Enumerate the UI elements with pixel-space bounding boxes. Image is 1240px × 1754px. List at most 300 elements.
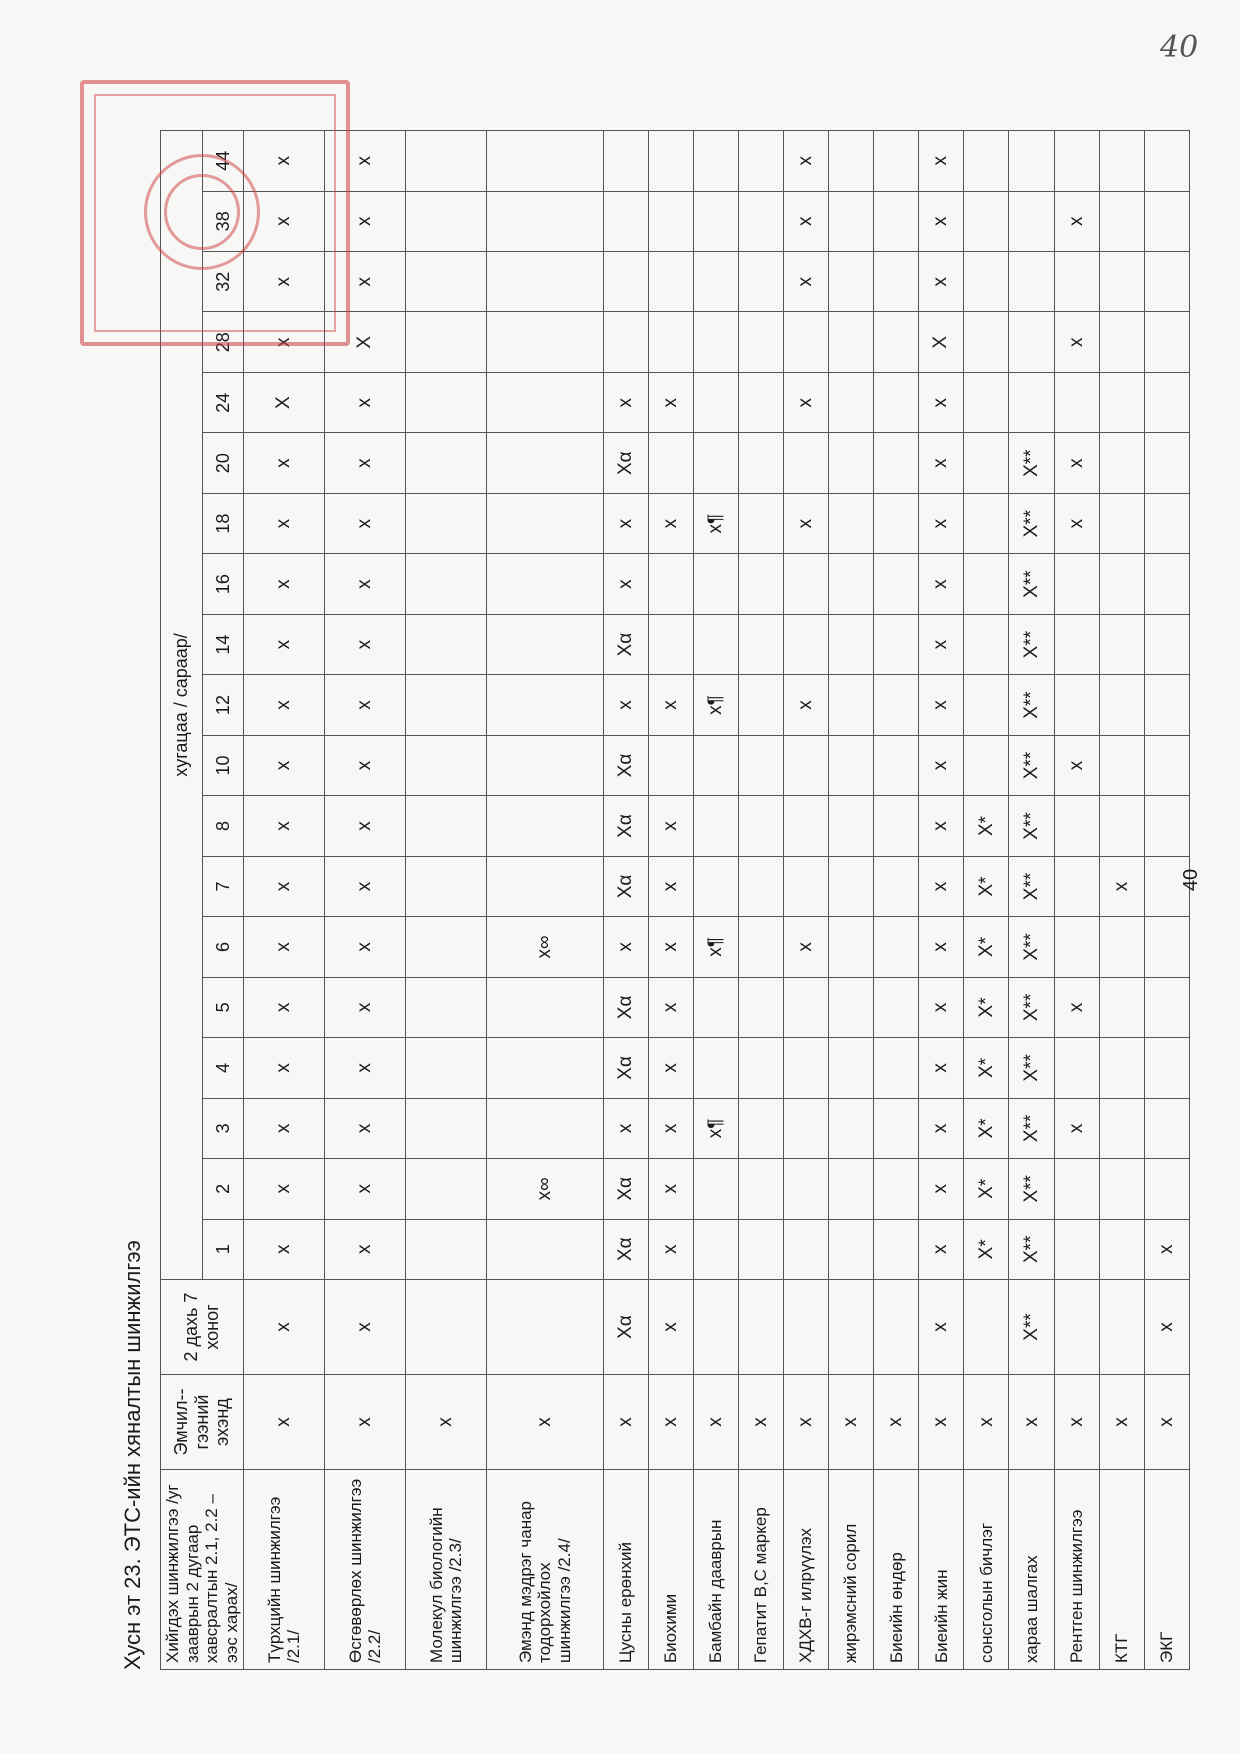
table-cell: x [648, 1219, 693, 1279]
table-cell [648, 191, 693, 251]
table-cell [829, 372, 874, 432]
table-cell [1009, 131, 1054, 192]
header-month: 18 [202, 493, 244, 553]
header-month: 20 [202, 433, 244, 493]
table-cell: x [1054, 1098, 1099, 1158]
table-cell: x [325, 1159, 406, 1219]
table-cell: x [694, 1375, 739, 1470]
table-cell: x [919, 796, 964, 856]
table-cell [784, 735, 829, 795]
table-cell: x [244, 735, 325, 795]
table-cell [1099, 131, 1144, 192]
table-cell [1099, 1098, 1144, 1158]
table-cell [406, 614, 487, 674]
table-cell [784, 614, 829, 674]
table-cell: X* [964, 917, 1009, 977]
header-month: 4 [202, 1038, 244, 1098]
table-row [244, 131, 325, 1670]
table-cell [829, 1280, 874, 1375]
table-cell: Xα [603, 614, 648, 674]
table-cell [874, 1280, 919, 1375]
header-month: 5 [202, 977, 244, 1037]
header-months-label: хугацаа / сараар/ [161, 131, 203, 1280]
table-cell: x [964, 1375, 1009, 1470]
table-cell [874, 131, 919, 192]
table-cell [1099, 675, 1144, 735]
row-label: хараа шалгах [1009, 1470, 1054, 1670]
table-cell: x [244, 1219, 325, 1279]
table-cell [406, 856, 487, 916]
table-cell [964, 493, 1009, 553]
table-cell: X [919, 312, 964, 372]
table-cell: x [648, 1280, 693, 1375]
row-label: ЭКГ [1144, 1470, 1189, 1670]
table-cell [1099, 252, 1144, 312]
table-cell [1009, 191, 1054, 251]
table-cell: x [648, 856, 693, 916]
table-cell [784, 1219, 829, 1279]
table-cell [829, 856, 874, 916]
table-cell [648, 131, 693, 192]
table-cell: X** [1009, 614, 1054, 674]
table-cell [694, 252, 739, 312]
table-cell [487, 735, 604, 795]
table-cell: x [244, 131, 325, 192]
table-cell [829, 675, 874, 735]
table-cell: x [1054, 1375, 1099, 1470]
table-cell: x [919, 735, 964, 795]
row-label: Биеийн өндөр [874, 1470, 919, 1670]
table-cell: X** [1009, 977, 1054, 1037]
table-cell: X* [964, 1098, 1009, 1158]
table-cell [739, 796, 784, 856]
table-cell: x [648, 493, 693, 553]
table-cell [406, 372, 487, 432]
table-cell: x [325, 433, 406, 493]
table-cell: x [244, 312, 325, 372]
table-cell [739, 312, 784, 372]
table-cell: X** [1009, 1098, 1054, 1158]
header-month: 12 [202, 675, 244, 735]
row-label: Өсгөвөрлөх шинжилгээ /2.2/ [325, 1470, 406, 1670]
table-cell: x [325, 1280, 406, 1375]
table-cell [784, 1280, 829, 1375]
table-cell [406, 1159, 487, 1219]
table-cell [874, 977, 919, 1037]
table-cell: x [1054, 191, 1099, 251]
table-cell [784, 433, 829, 493]
table-cell [487, 1280, 604, 1375]
row-label: сонсголын бичлэг [964, 1470, 1009, 1670]
table-cell: x [325, 372, 406, 432]
table-cell [739, 493, 784, 553]
table-cell [1099, 312, 1144, 372]
table-cell [874, 433, 919, 493]
table-row [1099, 131, 1144, 1670]
table-cell: x [648, 372, 693, 432]
table-cell: x [325, 977, 406, 1037]
header-month: 32 [202, 252, 244, 312]
table-cell [739, 1098, 784, 1158]
table-cell: x [244, 856, 325, 916]
table-cell: Xα [603, 735, 648, 795]
table-cell: x [784, 372, 829, 432]
table-cell [487, 856, 604, 916]
table-cell [829, 1038, 874, 1098]
table-cell: X** [1009, 1038, 1054, 1098]
table-cell [603, 191, 648, 251]
table-cell: X** [1009, 554, 1054, 614]
table-cell [1099, 493, 1144, 553]
table-cell: x [919, 977, 964, 1037]
table-cell [1054, 1159, 1099, 1219]
table-cell [874, 191, 919, 251]
table-cell [964, 1280, 1009, 1375]
table-cell: x [325, 735, 406, 795]
table-cell: x [325, 252, 406, 312]
table-cell [1009, 252, 1054, 312]
table-cell [406, 252, 487, 312]
table-cell [1099, 433, 1144, 493]
table-cell: x [784, 675, 829, 735]
table-cell: x [603, 675, 648, 735]
table-cell: x∞ [487, 1159, 604, 1219]
table-cell [406, 191, 487, 251]
table-cell: x [244, 554, 325, 614]
table-cell [487, 191, 604, 251]
row-label: Түрхцийн шинжилгээ /2.1/ [244, 1470, 325, 1670]
table-cell [487, 1098, 604, 1158]
table-cell: x [244, 675, 325, 735]
table-cell: x [244, 977, 325, 1037]
table-cell [739, 1038, 784, 1098]
table-cell: x [919, 554, 964, 614]
table-row [964, 131, 1009, 1670]
table-cell: Xα [603, 1159, 648, 1219]
table-cell [1054, 1219, 1099, 1279]
table-cell: X* [964, 1159, 1009, 1219]
table-cell: Xα [603, 796, 648, 856]
table-cell: x [325, 1375, 406, 1470]
table-cell [487, 312, 604, 372]
table-cell: Xα [603, 977, 648, 1037]
table-cell: x [603, 1098, 648, 1158]
table-cell: x [244, 1280, 325, 1375]
table-cell [829, 493, 874, 553]
table-cell [406, 796, 487, 856]
table-cell: x [919, 1375, 964, 1470]
table-cell: x [603, 554, 648, 614]
header-month: 16 [202, 554, 244, 614]
row-label: Цусны ерөнхий [603, 1470, 648, 1670]
table-cell [694, 856, 739, 916]
table-cell: x [603, 493, 648, 553]
table-cell: x¶ [694, 917, 739, 977]
table-cell: x [325, 554, 406, 614]
document-title: Хусн эт 23. ЭТС-ийн хяналтын шинжилгээ [120, 1240, 145, 1670]
row-label: Рентген шинжилгээ [1054, 1470, 1099, 1670]
table-cell: Xα [603, 1038, 648, 1098]
table-cell [829, 191, 874, 251]
table-cell [1054, 252, 1099, 312]
table-cell: x [919, 1038, 964, 1098]
table-cell [406, 1280, 487, 1375]
monitoring-table [160, 130, 1190, 1670]
table-cell [1054, 796, 1099, 856]
table-cell [964, 433, 1009, 493]
table-cell [487, 433, 604, 493]
table-cell: x [325, 131, 406, 192]
table-cell [1099, 191, 1144, 251]
table-cell [874, 735, 919, 795]
table-cell [829, 917, 874, 977]
table-cell: X** [1009, 1219, 1054, 1279]
header-week2: 2 дахь 7 хоног [161, 1280, 244, 1375]
table-cell [648, 614, 693, 674]
table-cell [487, 1038, 604, 1098]
table-cell [487, 131, 604, 192]
table-cell [406, 977, 487, 1037]
table-cell [406, 675, 487, 735]
table-cell: X [244, 372, 325, 432]
table-cell: x [648, 977, 693, 1037]
table-cell [784, 1159, 829, 1219]
table-cell [487, 675, 604, 735]
table-row [325, 131, 406, 1670]
row-label: Эмэнд мэдрэг чанар тодорхойлох шинжилгээ /2.4/ [487, 1470, 604, 1670]
table-cell [406, 312, 487, 372]
table-cell [603, 131, 648, 192]
table-cell [829, 131, 874, 192]
table-cell: x [603, 1375, 648, 1470]
row-label: Биеийн жин [919, 1470, 964, 1670]
table-cell: x [784, 252, 829, 312]
table-cell: X* [964, 856, 1009, 916]
table-row [919, 131, 964, 1670]
table-cell: x [874, 1375, 919, 1470]
row-label: Гепатит В,С маркер [739, 1470, 784, 1670]
table-row [487, 131, 604, 1670]
table-cell [739, 191, 784, 251]
row-label: Биохими [648, 1470, 693, 1670]
table-cell [874, 1038, 919, 1098]
table-cell [1099, 1038, 1144, 1098]
table-cell [487, 1219, 604, 1279]
table-row [784, 131, 829, 1670]
table-cell: x [919, 856, 964, 916]
table-cell: X* [964, 796, 1009, 856]
table-cell [874, 372, 919, 432]
table-cell [1099, 554, 1144, 614]
table-cell: x [784, 131, 829, 192]
table-cell: x [919, 433, 964, 493]
table-cell [829, 796, 874, 856]
table-cell [739, 735, 784, 795]
header-month: 2 [202, 1159, 244, 1219]
table-cell [1009, 312, 1054, 372]
table-cell: x [1054, 433, 1099, 493]
table-cell [406, 493, 487, 553]
table-cell [874, 554, 919, 614]
header-month: 10 [202, 735, 244, 795]
header-month: 38 [202, 191, 244, 251]
table-cell: x [325, 917, 406, 977]
table-cell [739, 977, 784, 1037]
row-label: ХДХВ-г илрүүлэх [784, 1470, 829, 1670]
table-cell [874, 796, 919, 856]
row-label: Молекул биологийн шинжилгээ /2.3/ [406, 1470, 487, 1670]
table-cell [694, 1280, 739, 1375]
table-cell: x [919, 1280, 964, 1375]
table-cell: x [648, 675, 693, 735]
table-cell [874, 312, 919, 372]
table-cell [1054, 856, 1099, 916]
table-cell [874, 614, 919, 674]
table-cell: x∞ [487, 917, 604, 977]
table-cell [648, 554, 693, 614]
table-cell [1009, 372, 1054, 432]
table-cell: x [829, 1375, 874, 1470]
table-cell: x [325, 1098, 406, 1158]
page-number-bottom: 40 [1180, 868, 1202, 892]
table-cell: x [325, 1038, 406, 1098]
table-cell [487, 977, 604, 1037]
table-cell [694, 1159, 739, 1219]
table-row [739, 131, 784, 1670]
table-cell [739, 252, 784, 312]
table-cell [784, 1098, 829, 1158]
table-cell [1054, 372, 1099, 432]
table-cell: x [648, 1098, 693, 1158]
table-cell [406, 433, 487, 493]
table-cell: X** [1009, 493, 1054, 553]
table-cell: x [648, 1038, 693, 1098]
table-cell: x¶ [694, 493, 739, 553]
row-label: КТГ [1099, 1470, 1144, 1670]
table-cell [784, 977, 829, 1037]
table-cell: x [244, 493, 325, 553]
table-cell [829, 433, 874, 493]
table-cell [487, 614, 604, 674]
table-cell [648, 312, 693, 372]
table-cell: Xα [603, 856, 648, 916]
table-cell [739, 372, 784, 432]
table-cell [648, 735, 693, 795]
table-cell: x [919, 1219, 964, 1279]
table-cell [694, 131, 739, 192]
table-cell [964, 675, 1009, 735]
table-cell [1099, 735, 1144, 795]
table-cell [1099, 977, 1144, 1037]
table-cell [406, 1098, 487, 1158]
table-cell [487, 372, 604, 432]
table-cell [784, 312, 829, 372]
table-cell [487, 493, 604, 553]
table-cell: x [919, 675, 964, 735]
table-cell: x [603, 917, 648, 977]
table-cell [784, 1038, 829, 1098]
table-cell [739, 917, 784, 977]
table-row [694, 131, 739, 1670]
table-row [603, 131, 648, 1670]
table-cell: x [244, 252, 325, 312]
table-cell: x [244, 614, 325, 674]
table-cell: Xα [603, 433, 648, 493]
table-cell: X* [964, 977, 1009, 1037]
table-cell [694, 977, 739, 1037]
table-cell: x [325, 675, 406, 735]
table-cell [603, 312, 648, 372]
table-cell: x [244, 191, 325, 251]
table-cell [874, 856, 919, 916]
table-cell [964, 554, 1009, 614]
header-row-1 [161, 131, 203, 1670]
table-cell [648, 252, 693, 312]
table-row [829, 131, 874, 1670]
table-cell: x [1144, 1280, 1189, 1375]
table-cell: x [919, 191, 964, 251]
table-cell [487, 796, 604, 856]
table-cell [739, 614, 784, 674]
table-cell [648, 433, 693, 493]
table-cell [1054, 917, 1099, 977]
table-cell [739, 433, 784, 493]
table-cell [829, 1159, 874, 1219]
table-cell [1054, 131, 1099, 192]
table-cell [739, 675, 784, 735]
header-month: 14 [202, 614, 244, 674]
table-cell [874, 1098, 919, 1158]
table-cell: X [325, 312, 406, 372]
table-cell: Xα [603, 1219, 648, 1279]
header-month: 28 [202, 312, 244, 372]
table-cell [1099, 372, 1144, 432]
header-month: 1 [202, 1219, 244, 1279]
table-cell: x [244, 1159, 325, 1219]
table-cell: x [244, 1098, 325, 1158]
table-cell: x [919, 614, 964, 674]
table-cell [1054, 1280, 1099, 1375]
rotated-page [120, 90, 1220, 1670]
table-cell [1099, 614, 1144, 674]
table-cell [829, 554, 874, 614]
table-cell: x [325, 796, 406, 856]
table-cell [1099, 1159, 1144, 1219]
table-cell [829, 312, 874, 372]
table-cell: X** [1009, 796, 1054, 856]
table-cell: x [739, 1375, 784, 1470]
table-cell [694, 614, 739, 674]
table-cell: x [244, 1038, 325, 1098]
table-cell [1099, 1219, 1144, 1279]
table-cell [406, 1038, 487, 1098]
table-cell [874, 1159, 919, 1219]
header-month: 3 [202, 1098, 244, 1158]
table-cell [1054, 1038, 1099, 1098]
table-cell: x [244, 1375, 325, 1470]
table-cell: x [244, 917, 325, 977]
table-cell [694, 735, 739, 795]
table-cell: x [325, 191, 406, 251]
table-cell [829, 252, 874, 312]
table-cell [1054, 554, 1099, 614]
table-cell: x [325, 493, 406, 553]
table-cell [784, 856, 829, 916]
table-cell: x [325, 1219, 406, 1279]
table-cell [784, 554, 829, 614]
table-cell [694, 312, 739, 372]
table-row [1054, 131, 1099, 1670]
